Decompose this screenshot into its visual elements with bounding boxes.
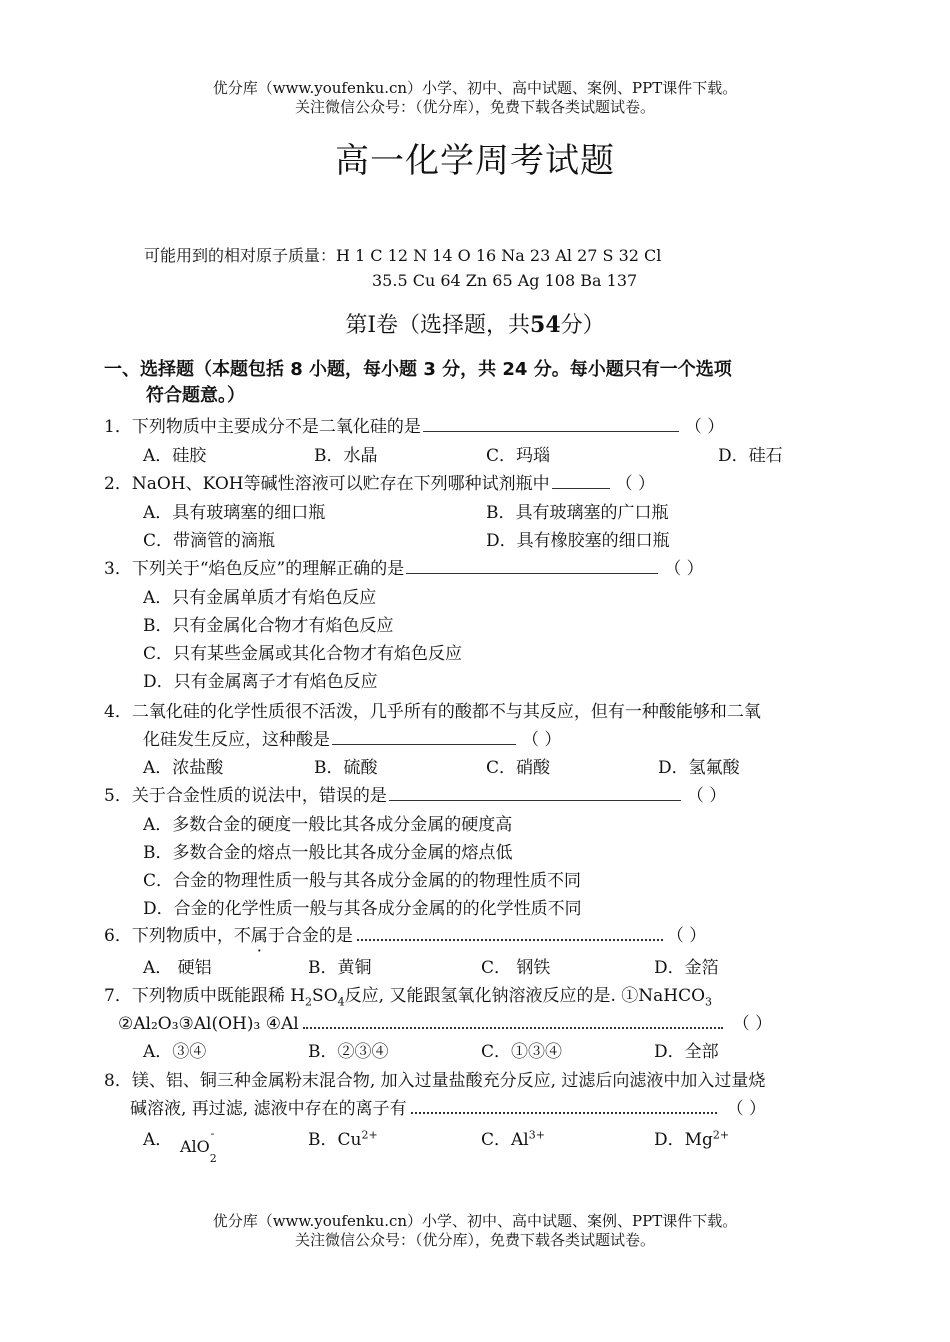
q3-option-d: D．只有金属离子才有焰色反应 <box>143 672 378 692</box>
question-1-stem: 1．下列物质中主要成分不是二氧化硅的是 （ ） <box>104 417 725 437</box>
question-4-stem-line-1: 4．二氧化硅的化学性质很不活泼，几乎所有的酸都不与其反应，但有一种酸能够和二氧 <box>104 702 761 722</box>
q6-option-b: B．黄铜 <box>308 958 372 978</box>
q5-option-b: B．多数合金的熔点一般比其各成分金属的熔点低 <box>143 843 513 863</box>
q6-option-a: A． 硬铝 <box>143 958 212 978</box>
q5-option-c: C．合金的物理性质一般与其各成分金属的的物理性质不同 <box>143 871 582 891</box>
q4-option-a: A．浓盐酸 <box>143 758 224 778</box>
q1-option-b: B．水晶 <box>314 446 378 466</box>
q5-option-d: D．合金的化学性质一般与其各成分金属的的化学性质不同 <box>143 899 582 919</box>
q3-option-a: A．只有金属单质才有焰色反应 <box>143 588 377 608</box>
q3-option-b: B．只有金属化合物才有焰色反应 <box>143 616 394 636</box>
atomic-mass-line-2: 35.5 Cu 64 Zn 65 Ag 108 Ba 137 <box>372 271 638 290</box>
atomic-mass-line-1: 可能用到的相对原子质量：H 1 C 12 N 14 O 16 Na 23 Al 27 S 32 Cl <box>144 246 662 265</box>
page-title: 高一化学周考试题 <box>335 141 615 181</box>
section-title: 第Ⅰ卷（选择题，共54分） <box>345 312 605 338</box>
part1-heading-line-1: 一、选择题（本题包括 8 小题，每小题 3 分，共 24 分。每小题只有一个选项 <box>104 359 732 380</box>
q7-option-a: A．③④ <box>143 1042 207 1062</box>
q1-option-c: C．玛瑙 <box>486 446 551 466</box>
q8-option-b: B．$Cu^{2+}$ <box>308 1128 378 1150</box>
q8-option-c: C．$Al^{3+}$ <box>481 1128 545 1150</box>
question-3-stem: 3．下列关于“焰色反应”的理解正确的是 （ ） <box>104 559 704 579</box>
question-4-stem-line-2: 化硅发生反应，这种酸是 （ ） <box>143 730 562 750</box>
question-7-stem-line-1: 7．下列物质中既能跟稀 $H_2SO_4$反应, 又能跟氢氧化钠溶液反应的是. ①NaHCO$_3$ <box>104 986 713 1009</box>
q2-option-a: A．具有玻璃塞的细口瓶 <box>143 503 326 523</box>
question-7-stem-line-2: ②Al₂O₃③Al(OH)₃ ④Al （ ） <box>118 1014 773 1034</box>
q7-option-c: C．①③④ <box>481 1042 563 1062</box>
q2-option-b: B．具有玻璃塞的广口瓶 <box>486 503 669 523</box>
q1-option-a: A．硅胶 <box>143 446 207 466</box>
question-5-stem: 5．关于合金性质的说法中，错误的是 （ ） <box>104 786 727 806</box>
q1-option-d: D．硅石 <box>718 446 783 466</box>
part1-heading-line-2: 符合题意。） <box>146 385 245 406</box>
header-line-2: 关注微信公众号：（优分库），免费下载各类试题试卷。 <box>294 98 655 116</box>
q8-option-d: D．$Mg^{2+}$ <box>654 1128 730 1150</box>
q7-option-b: B．②③④ <box>308 1042 389 1062</box>
q8-option-a-ion: AlO - $_2$ <box>180 1127 217 1166</box>
q2-option-c: C．带滴管的滴瓶 <box>143 531 276 551</box>
q5-option-a: A．多数合金的硬度一般比其各成分金属的硬度高 <box>143 815 513 835</box>
q7-option-d: D．全部 <box>654 1042 719 1062</box>
q4-option-b: B．硫酸 <box>314 758 378 778</box>
question-8-stem-line-2: 碱溶液, 再过滤, 滤液中存在的离子有 （ ） <box>130 1099 767 1119</box>
footer-line-2: 关注微信公众号：（优分库），免费下载各类试题试卷。 <box>294 1231 655 1249</box>
question-6-stem: 6．下列物质中，不属于合金的是 （ ） <box>104 926 707 946</box>
emphasized-text: 不属于 <box>233 926 285 946</box>
q6-option-d: D．金箔 <box>654 958 719 978</box>
question-8-stem-line-1: 8．镁、铝、铜三种金属粉末混合物, 加入过量盐酸充分反应, 过滤后向滤液中加入过量烧 <box>104 1071 766 1091</box>
q4-option-d: D．氢氟酸 <box>658 758 740 778</box>
q6-option-c: C． 钢铁 <box>481 958 551 978</box>
header-line-1: 优分库（www.youfenku.cn）小学、初中、高中试题、案例、PPT课件下载。 <box>212 79 738 97</box>
question-2-stem: 2．NaOH、KOH等碱性溶液可以贮存在下列哪种试剂瓶中 （ ） <box>104 474 655 494</box>
footer-line-1: 优分库（www.youfenku.cn）小学、初中、高中试题、案例、PPT课件下载。 <box>212 1212 738 1230</box>
q2-option-d: D．具有橡胶塞的细口瓶 <box>486 531 670 551</box>
q8-option-a: A． <box>143 1130 173 1150</box>
q4-option-c: C．硝酸 <box>486 758 551 778</box>
q3-option-c: C．只有某些金属或其化合物才有焰色反应 <box>143 644 463 664</box>
